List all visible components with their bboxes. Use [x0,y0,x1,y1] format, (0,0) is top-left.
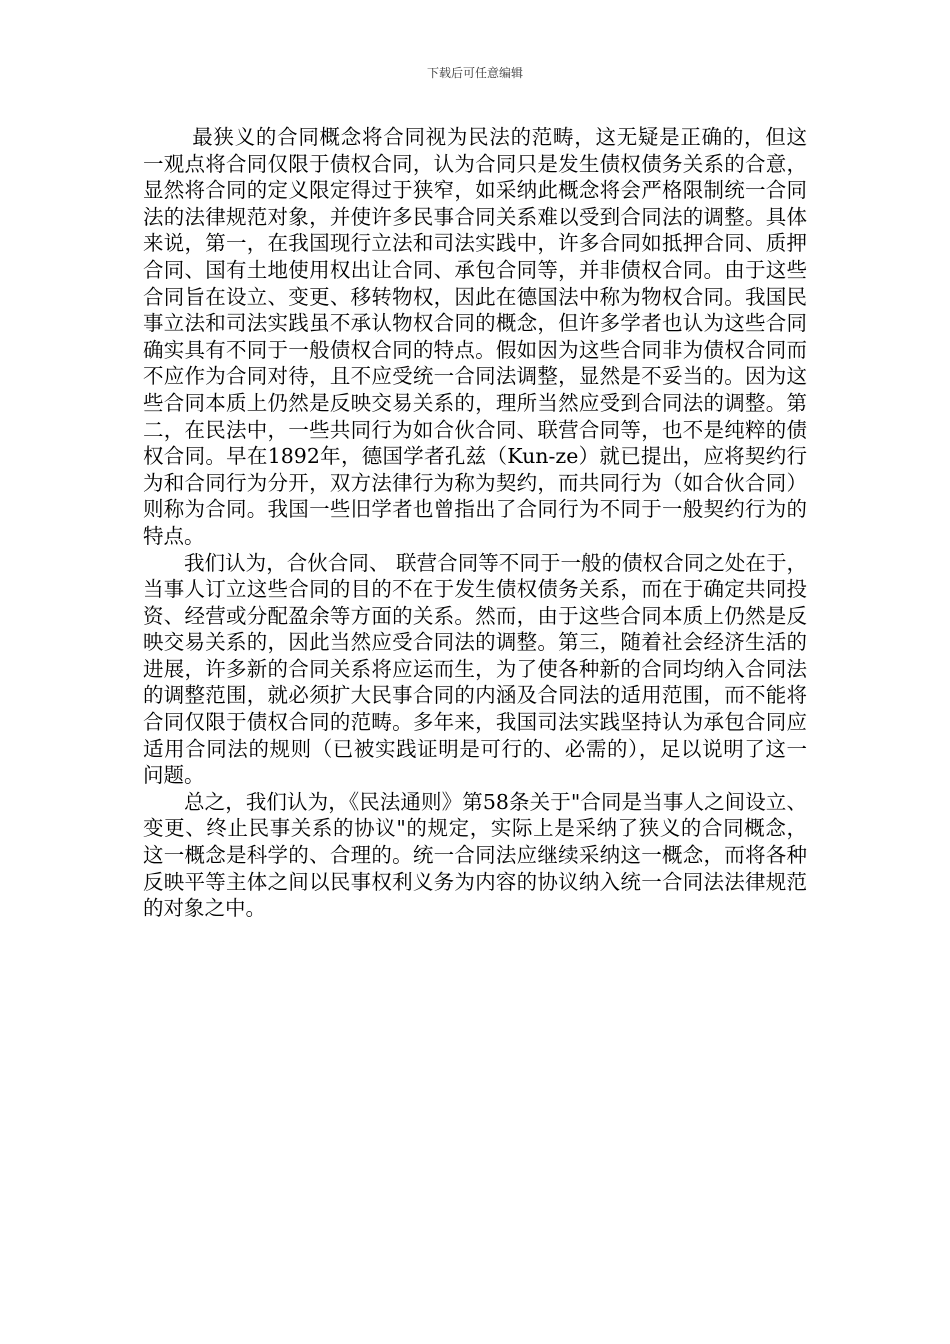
page-header: 下载后可任意编辑 [426,66,523,80]
paragraph-2: 我们认为，合伙合同、 联营合同等不同于一般的债权合同之处在于，当事人订立这些合同的目的不在于发生债权债务关系，而在于确定共同投资、经营或分配盈余等方面的关系。然而，由于这些合同本质上仍然是反映交易关系的，因此当然应受合同法的调整。第三，随着社会经济生活的进展，许多新的合同关系将应运而生，为了使各种新的合同均纳入合同法的调整范围，就必须扩大民事合同的内涵及合同法的适用范围，而不能将合同仅限于债权合同的范畴。多年来，我国司法实践坚持认为承包合同应适用合同法的规则（已被实践证明是可行的、必需的），足以说明了这一问题。 [143,550,807,788]
document-body [143,124,807,922]
paragraph-1: 最狭义的合同概念将合同视为民法的范畴，这无疑是正确的，但这一观点将合同仅限于债权合同，认为合同只是发生债权债务关系的合意，显然将合同的定义限定得过于狭窄，如采纳此概念将会严格限制统一合同法的法律规范对象，并使许多民事合同关系难以受到合同法的调整。具体来说，第一，在我国现行立法和司法实践中，许多合同如抵押合同、质押合同、国有土地使用权出让合同、承包合同等，并非债权合同。由于这些合同旨在设立、变更、移转物权，因此在德国法中称为物权合同。我国民事立法和司法实践虽不承认物权合同的概念，但许多学者也认为这些合同确实具有不同于一般债权合同的特点。假如因为这些合同非为债权合同而不应作为合同对待，且不应受统一合同法调整，显然是不妥当的。因为这些合同本质上仍然是反映交易关系的，理所当然应受到合同法的调整。第二，在民法中，一些共同行为如合伙合同、联营合同等，也不是纯粹的债权合同。早在1892年，德国学者孔兹（Kun-ze）就已提出，应将契约行为和合同行为分开，双方法律行为称为契约，而共同行为（如合伙合同）则称为合同。我国一些旧学者也曾指出了合同行为不同于一般契约行为的特点。 [143,125,807,548]
paragraph-3: 总之，我们认为，《民法通则》第58条关于"合同是当事人之间设立、变更、终止民事关系的协议"的规定，实际上是采纳了狭义的合同概念，这一概念是科学的、合理的。统一合同法应继续采纳这一概念，而将各种反映平等主体之间以民事权利义务为内容的协议纳入统一合同法法律规范的对象之中。 [143,789,807,921]
